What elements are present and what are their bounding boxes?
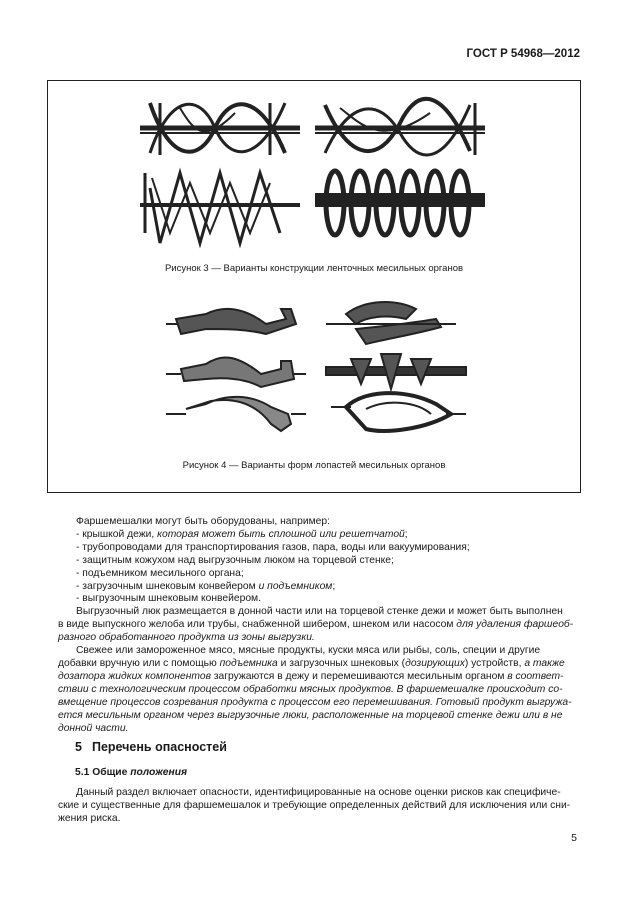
section-text: Данный раздел включает опасности, идентифицированные на основе оценки рисков как специфиче- ские и существенные для фаршемешалок и требующие определенных действий для исключения или сни- жения риска. — [58, 787, 571, 824]
blade-shape-2 — [166, 357, 306, 387]
figure-3-ribbon-agitators — [140, 93, 490, 253]
ribbon-agitator-d — [315, 171, 485, 235]
page-number: 5 — [571, 832, 577, 844]
blade-shape-6 — [331, 393, 466, 431]
list-item: - подъемником месильного органа; — [76, 567, 244, 579]
blade-shape-4 — [326, 302, 456, 344]
document-code: ГОСТ Р 54968—2012 — [466, 48, 580, 60]
paragraph-outlet: Выгрузочный люк размещается в донной части или на торцевой стенке дежи и может быть выполнен в виде выпускного желоба или трубы, снабженной шибером, шнеком или насосом для удаления фаршеоб- разного обработанного продукта из зоны выгрузки. — [58, 606, 574, 644]
body-text — [58, 516, 584, 735]
ribbon-agitator-b — [315, 99, 485, 155]
list-item: - трубопроводами для транспортирования газов, пара, воды или вакуумирования; — [76, 541, 470, 553]
paragraph-loading: Свежее или замороженное мясо, мясные продукты, куски мяса или рыбы, соль, специи и другие добавки вручную или с помощью подъемника и загрузочных шнековых (дозирующих) устройств, а также дозатора жидких компонентов загружаются в дежу и перемешиваются месильным органом в соответ- ствии с технологическим процессом обработки мясных продуктов. В фаршемешалке происходит со- вмещение процессов созревания продукта с процессом его перемешивания. Готовый продукт выгружа- ется месильным органом через выгрузочные люки, расположенные на торцевой стенке дежи или в не донной части. — [58, 645, 572, 734]
figure-3-caption: Рисунок 3 — Варианты конструкции ленточных месильных органов — [164, 263, 464, 274]
ribbon-agitator-a — [140, 103, 300, 155]
figure-4-blade-shapes — [166, 289, 476, 439]
subsection-heading: 5.1 Общие положения — [75, 767, 188, 778]
intro-paragraph: Фаршемешалки могут быть оборудованы, например: — [76, 516, 330, 527]
section-heading: 5 Перечень опасностей — [75, 740, 227, 754]
figure-4-caption: Рисунок 4 — Варианты форм лопастей месильных органов — [182, 460, 446, 471]
list-item: - защитным кожухом над выгрузочным люком на торцевой стенке; — [76, 554, 394, 566]
blade-shape-3 — [166, 397, 306, 431]
figure-frame — [47, 80, 581, 493]
ribbon-agitator-c — [140, 173, 300, 243]
blade-shape-5 — [326, 354, 466, 389]
blade-shape-1 — [166, 309, 296, 334]
list-item: - загрузочным шнековым конвейером и подъемником; — [76, 580, 336, 592]
list-item: - крышкой дежи, которая может быть сплошной или решетчатой; — [76, 528, 408, 540]
list-item: - выгрузочным шнековым конвейером. — [76, 593, 261, 605]
